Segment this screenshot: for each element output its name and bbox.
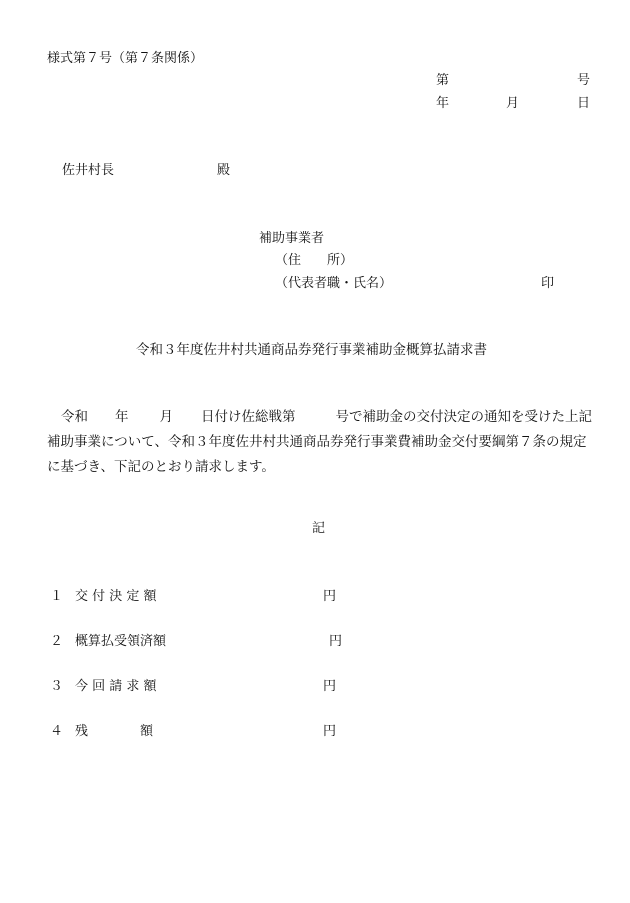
item-unit: 円 <box>323 589 337 604</box>
item-label-request-amount: 今 回 請 求 額 <box>75 679 157 694</box>
document-title: 令和３年度佐井村共通商品券発行事業補助金概算払請求書 <box>136 342 487 358</box>
item-label-received-amount: 概算払受領済額 <box>75 634 167 649</box>
addressee-honorific: 殿 <box>217 163 231 178</box>
date-year-label: 年 <box>436 96 450 111</box>
item-number: ３ <box>50 679 64 694</box>
date-day-label: 日 <box>577 96 591 111</box>
body-month: 月 <box>159 409 173 425</box>
item-label-balance: 残 額 <box>75 724 154 739</box>
item-unit: 円 <box>323 679 337 694</box>
doc-number-suffix: 号 <box>577 73 591 88</box>
item-unit: 円 <box>323 724 337 739</box>
applicant-address-label: （住 所） <box>275 253 354 268</box>
body-date-ref: 日付け佐総戦第 <box>201 409 296 425</box>
body-year: 年 <box>115 409 129 425</box>
item-unit: 円 <box>329 634 343 649</box>
body-text: 号で補助金の交付決定の通知を受けた上記補助事業について、令和３年度佐井村共通商品券発行事業費補助金交付要綱第７条の規定に基づき、下記のとおり請求します。 <box>47 409 592 475</box>
item-label-decision-amount: 交 付 決 定 額 <box>75 589 157 604</box>
item-number: ４ <box>50 724 64 739</box>
item-number: ２ <box>50 634 64 649</box>
doc-number-prefix: 第 <box>436 73 450 88</box>
form-number: 様式第７号（第７条関係） <box>47 51 204 66</box>
item-number: １ <box>50 589 64 604</box>
applicant-representative-label: （代表者職・氏名） <box>275 276 393 291</box>
ki-heading: 記 <box>312 521 326 536</box>
body-era: 令和 <box>61 409 88 425</box>
seal-mark: 印 <box>541 276 555 291</box>
applicant-label: 補助事業者 <box>259 231 325 246</box>
addressee-name: 佐井村長 <box>62 163 115 178</box>
body-paragraph <box>47 405 592 480</box>
date-month-label: 月 <box>506 96 520 111</box>
